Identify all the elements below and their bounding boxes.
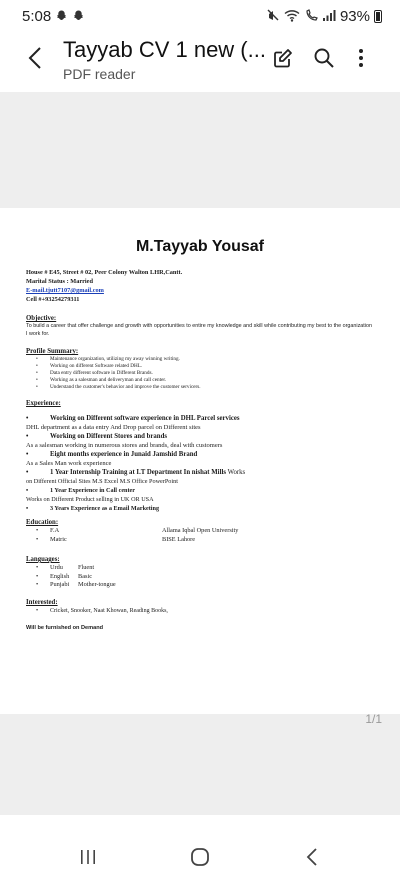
- back-nav-icon[interactable]: [292, 845, 332, 869]
- footer-note: Will be furnished on Demand: [26, 624, 104, 631]
- list-item: • Cricket, Snooker, Naat Khowan, Reading Books,: [36, 607, 374, 615]
- app-header: [0, 32, 400, 90]
- language-row: • Punjabi Mother-tongue: [26, 581, 374, 590]
- cv-marital: Marital Status : Married: [26, 278, 93, 285]
- experience-item: • Working on Different software experience in DHL Parcel services: [26, 415, 240, 422]
- list-item: • Understand the customer's behavior and improve the customer servicers.: [36, 384, 374, 391]
- list-item: • Maintenance organization, utilizing my away winning writing.: [36, 356, 374, 363]
- signal-icon: [322, 9, 336, 24]
- cv-email-link[interactable]: E-mail.tjutt7107@gmail.com: [26, 287, 104, 294]
- cv-cell: Cell #+93254279311: [26, 296, 80, 303]
- search-icon[interactable]: [310, 44, 338, 72]
- cv-address: House # E45, Street # 02, Peer Colony Walton LHR,Cantt.: [26, 269, 183, 276]
- battery-icon: [374, 10, 382, 23]
- pdf-page: [0, 208, 400, 714]
- list-item: • Data entry different software in Different Brands.: [36, 370, 374, 377]
- interests-list: [26, 607, 374, 615]
- experience-desc: on Different Official Sites M.S Excel M.S Office PowerPoint: [26, 478, 178, 485]
- experience-item: • 1 Year Internship Training at I.T Department In nishat Mills Works: [26, 469, 246, 476]
- back-icon[interactable]: [22, 42, 48, 74]
- profile-heading: Profile Summary:: [26, 348, 79, 355]
- mute-icon: [266, 8, 280, 24]
- recents-icon[interactable]: [68, 845, 108, 869]
- education-heading: Education:: [26, 519, 59, 526]
- objective-heading: Objective:: [26, 315, 57, 322]
- interested-heading: Interested:: [26, 598, 58, 606]
- system-nav-bar: [0, 815, 400, 888]
- pdf-viewer[interactable]: [0, 92, 400, 815]
- cv-name: M.Tayyab Yousaf: [135, 238, 265, 255]
- experience-desc: As a Sales Man work experience: [26, 460, 112, 467]
- experience-desc: Works on Different Product selling in UK OR USA: [26, 496, 154, 503]
- education-row: • F.A Allama Iqbal Open University: [26, 527, 374, 536]
- app-subtitle: PDF reader: [63, 66, 136, 82]
- experience-desc: DHL department as a data entry And Drop parcel on Different sites: [26, 424, 201, 431]
- education-list: [26, 527, 374, 544]
- home-icon[interactable]: [180, 845, 220, 869]
- edit-icon[interactable]: [269, 44, 297, 72]
- document-title: Tayyab CV 1 new (...: [63, 37, 266, 62]
- page-indicator: 1/1: [365, 712, 382, 726]
- objective-text: To build a career that offer challenge and growth with opportunities to entire my knowledge and skill while contributing my best to the organization I work for.: [26, 323, 372, 337]
- battery-percent: 93%: [339, 7, 370, 25]
- experience-desc: As a salesman working in numerous stores and brands, deal with customers: [26, 442, 223, 449]
- experience-heading: Experience:: [26, 400, 61, 407]
- language-row: • Urdu Fluent: [26, 564, 374, 573]
- list-item: • Working on different Software related DHL.: [36, 363, 374, 370]
- languages-heading: Languages:: [26, 556, 60, 563]
- snapchat-icon: [55, 9, 68, 24]
- status-bar: [0, 0, 400, 32]
- experience-item: • 1 Year Experience in Call center: [26, 487, 136, 494]
- experience-item: • Working on Different Stores and brands: [26, 433, 168, 440]
- experience-section: [26, 414, 374, 513]
- education-row: • Matric BISE Lahore: [26, 536, 374, 545]
- volte-icon: [304, 9, 318, 24]
- profile-list: [26, 356, 374, 391]
- status-time: 5:08: [22, 7, 52, 25]
- experience-item: • 3 Years Experience as a Email Marketing: [26, 505, 160, 512]
- wifi-icon: [284, 9, 300, 24]
- language-row: • English Basic: [26, 573, 374, 582]
- snapchat-icon: [72, 9, 85, 24]
- experience-item: • Eight months experience in Junaid Jamshid Brand: [26, 451, 198, 458]
- more-icon[interactable]: [347, 44, 375, 72]
- languages-list: [26, 564, 374, 590]
- list-item: • Working as a salesman and deliveryman and call center.: [36, 377, 374, 384]
